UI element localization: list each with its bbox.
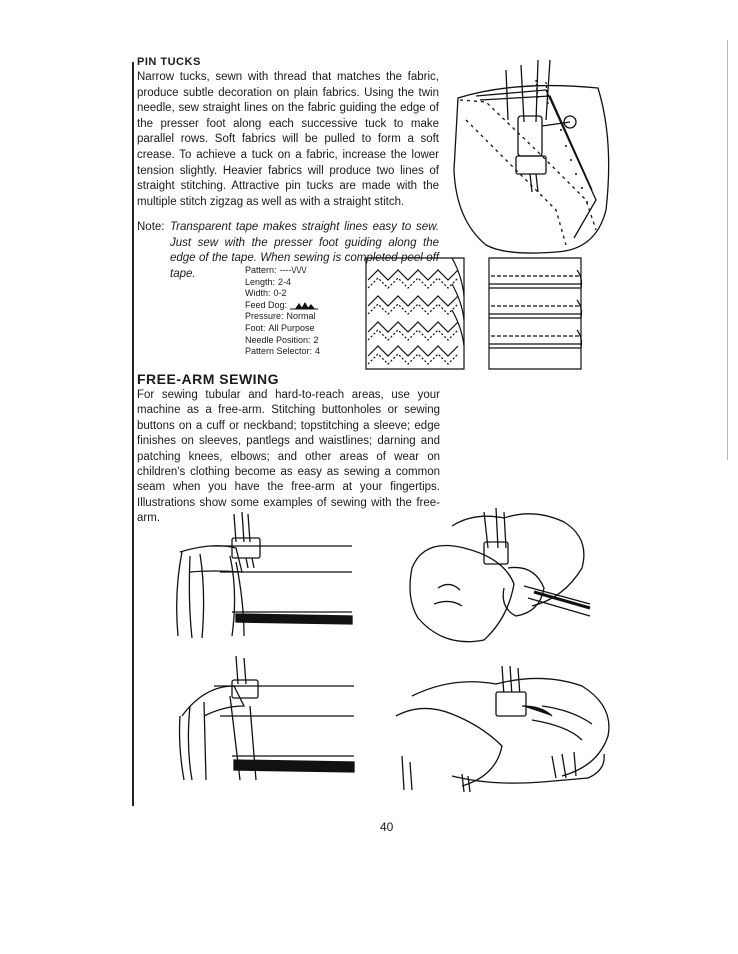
scan-edge-line [727,40,728,460]
setting-pressure: Pressure: Normal [245,311,316,322]
pin-tuck-machine-illustration [446,60,614,255]
pin-tucks-paragraph: Narrow tucks, sewn with thread that matches the fabric, produce subtle decoration on plain fabrics. Using the twin needle, sew straight lines on the fabric guiding the edge of the presser foot along each successive tuck to make parallel rows. Soft fabrics will be pulled to form a soft crease. To achieve a tuck on a fabric, increase the lower tension slightly. Heavier fabrics will produce two lines of straight stitching. Attractive pin tucks are made with the multiple stitch zigzag as well as with a straight stitch. [137,71,439,208]
note-label: Note: [137,221,165,233]
setting-feed-dog: Feed Dog: [245,300,320,312]
setting-pattern: Pattern: ----\/\/\/ [245,265,307,275]
setting-length: Length: 2-4 [245,276,292,287]
free-arm-pantleg-illustration [174,656,354,782]
page-number: 40 [380,820,394,834]
free-arm-darning-illustration [392,666,618,796]
setting-width: Width: 0-2 [245,288,287,299]
feed-dog-up-icon [290,301,318,310]
free-arm-hands-sleeve-illustration [404,508,590,652]
machine-settings [245,265,320,358]
free-arm-heading: FREE-ARM SEWING [137,371,280,387]
free-arm-paragraph: For sewing tubular and hard-to-reach areas, use your machine as a free-arm. Stitching buttonholes or sewing buttons on a cuff or neckband; topstitching a sleeve; edge finishes on sleeves, pantlegs and waistlines; darning and patching knees, elbows; and other areas of wear on children's clothing become as easy as sewing a common seam when you have the free-arm at your fingertips. Illustrations show some examples of sewing with the free-arm. [137,389,440,525]
pin-tucks-heading: PIN TUCKS [137,56,201,68]
zigzag-tuck-sample [364,256,466,371]
setting-needle-position: Needle Position: 2 [245,334,319,345]
setting-pattern-selector: Pattern Selector: 4 [245,346,321,357]
straight-tuck-sample [487,256,583,371]
free-arm-sleeve-illustration [172,512,354,642]
note-text: Transparent tape makes straight lines easy to sew. Just sew with the presser foot guiding along the edge of the tape. When sewing is completed peel off tape. [170,221,439,280]
margin-rule [132,62,134,806]
setting-foot: Foot: All Purpose [245,322,315,333]
